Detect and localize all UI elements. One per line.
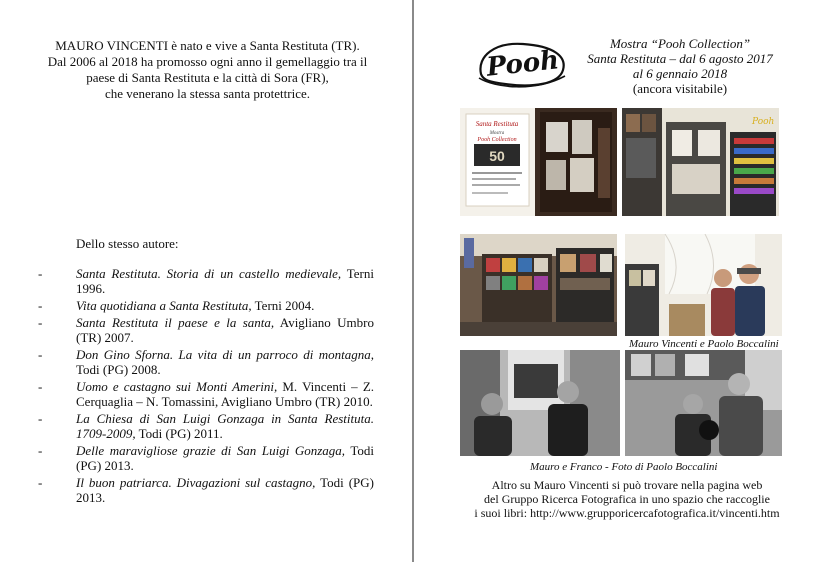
list-item: - Delle maravigliose grazie di San Luigi Gonzaga, Todi (PG) 2013.	[38, 443, 374, 473]
poster-line: Mostra	[489, 131, 505, 136]
photo-poster	[460, 108, 617, 216]
work-title: Vita quotidiana a Santa Restituta,	[76, 298, 252, 313]
photo-collection-room	[622, 108, 779, 216]
list-item: - Don Gino Sforna. La vita di un parroco di montagna, Todi (PG) 2008.	[38, 347, 374, 377]
photo-vincenti-boccalini	[625, 234, 782, 336]
footer-line: Altro su Mauro Vincenti si può trovare nella pagina web	[491, 478, 763, 492]
work-details: Todi (PG) 2013.	[76, 475, 374, 505]
page-divider	[412, 0, 414, 562]
expo-line: (ancora visitabile)	[632, 81, 728, 96]
work-title: La Chiesa di San Luigi Gonzaga in Santa Restituta. 1709-2009,	[76, 411, 374, 441]
work-title: Il buon patriarca. Divagazioni sul castagno,	[76, 475, 316, 490]
work-title: Delle maravigliose grazie di San Luigi Gonzaga,	[76, 443, 346, 458]
works-list	[38, 266, 374, 507]
footer-line: i suoi libri: http://www.grupporicercafotografica.it/vincenti.htm	[474, 506, 780, 520]
poster-number: 50	[489, 148, 505, 164]
photo-man-with-record	[625, 350, 782, 456]
photo-mauro-franco	[460, 350, 620, 456]
list-item: - Uomo e castagno sui Monti Amerini, M. Vincenti – Z. Cerquaglia – N. Tomassini, Avigliano Umbro (TR) 2010.	[38, 379, 375, 409]
photo-caption: Mauro Vincenti e Paolo Boccalini	[629, 338, 779, 350]
footer-note	[457, 478, 797, 520]
list-item: - Santa Restituta. Storia di un castello medievale, Terni 1996.	[38, 266, 374, 296]
work-details: Todi (PG) 2013.	[76, 443, 374, 473]
bio-line: Dal 2006 al 2018 ha promosso ogni anno il gemellaggio tra il	[47, 54, 368, 69]
bio-line: paese di Santa Restituta e la città di Sora (FR),	[86, 70, 329, 85]
work-title: Santa Restituta. Storia di un castello medievale,	[76, 266, 342, 281]
logo-text: Pooh	[485, 45, 561, 83]
bio-line: MAURO VINCENTI è nato e vive a Santa Restituta (TR).	[55, 38, 360, 53]
work-details: Terni 1996.	[76, 266, 374, 296]
work-details: Avigliano Umbro (TR) 2007.	[76, 315, 374, 345]
list-item: - La Chiesa di San Luigi Gonzaga in Santa Restituta. 1709-2009, Todi (PG) 2011.	[38, 411, 374, 441]
sign-text: Pooh	[752, 117, 775, 127]
right-page	[415, 0, 825, 562]
poster-title: Santa Restituta	[475, 120, 519, 128]
poster-line: Pooh Collection	[477, 137, 517, 143]
photo-exhibition-shelves	[460, 234, 617, 336]
list-item: - Vita quotidiana a Santa Restituta, Terni 2004.	[38, 298, 315, 313]
work-details: Todi (PG) 2008.	[76, 362, 161, 377]
work-details: Terni 2004.	[251, 298, 315, 313]
bio-line: che venerano la stessa santa protettrice.	[104, 86, 311, 101]
expo-line: Santa Restituta – dal 6 agosto 2017	[587, 51, 773, 66]
author-bio	[40, 38, 375, 102]
work-title: Santa Restituta il paese e la santa,	[76, 315, 275, 330]
pooh-logo	[475, 36, 570, 92]
work-title: Uomo e castagno sui Monti Amerini,	[76, 379, 278, 394]
exhibition-info	[580, 36, 780, 96]
work-details: Todi (PG) 2011.	[135, 426, 223, 441]
list-item: - Santa Restituta il paese e la santa, Avigliano Umbro (TR) 2007.	[38, 315, 374, 345]
expo-line: al 6 gennaio 2018	[632, 66, 728, 81]
photo-caption: Mauro e Franco - Foto di Paolo Boccalini	[530, 461, 718, 473]
work-details: M. Vincenti – Z. Cerquaglia – N. Tomassini, Avigliano Umbro (TR) 2010.	[76, 379, 375, 409]
left-page	[0, 0, 412, 562]
list-item: - Il buon patriarca. Divagazioni sul castagno, Todi (PG) 2013.	[38, 475, 374, 505]
also-by-heading: Dello stesso autore:	[76, 236, 179, 251]
footer-line: del Gruppo Ricerca Fotografica in uno spazio che raccoglie	[484, 492, 770, 506]
expo-line: Mostra “Pooh Collection”	[609, 36, 751, 51]
work-title: Don Gino Sforna. La vita di un parroco di montagna,	[76, 347, 374, 362]
